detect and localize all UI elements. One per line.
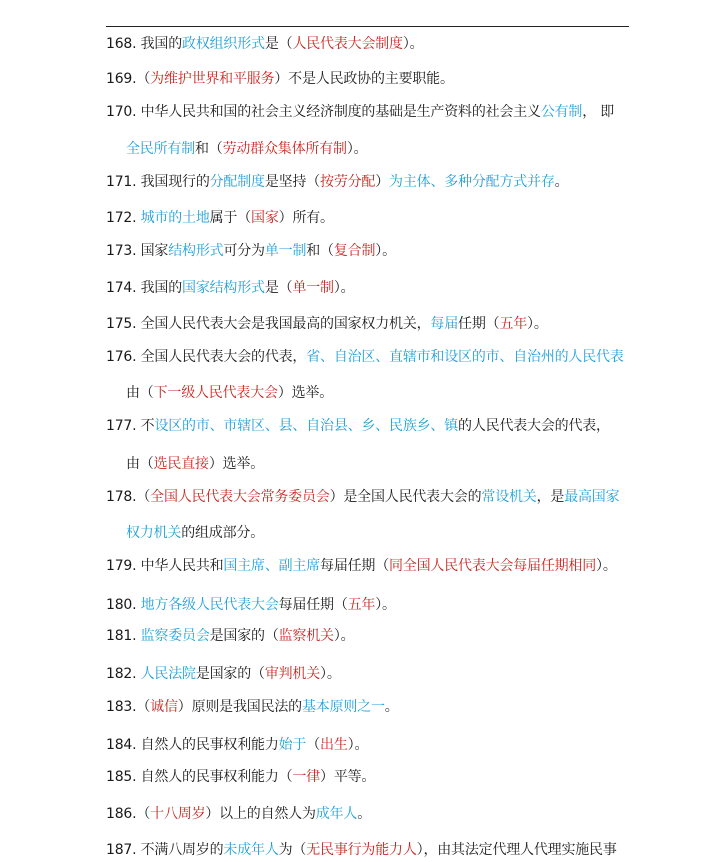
text-span: 181. xyxy=(106,628,141,644)
text-span: ）原则是我国民法的 xyxy=(177,699,302,715)
keyword-highlight: 全民所有制 xyxy=(126,141,195,157)
text-span: ，是 xyxy=(536,489,565,505)
text-span: ），由其法定代理人代理实施民事 xyxy=(416,842,617,858)
item-187 xyxy=(106,841,617,859)
text-span: 178.（ xyxy=(106,489,151,505)
text-span: ）。 xyxy=(596,558,617,574)
keyword-highlight: 单一制 xyxy=(264,243,307,259)
item-180 xyxy=(106,596,396,614)
item-186 xyxy=(106,805,371,823)
item-181 xyxy=(106,627,354,645)
answer-highlight: 单一制 xyxy=(292,280,334,296)
text-span: 是国家的（ xyxy=(195,666,265,682)
text-span: 187. 不满八周岁的 xyxy=(106,842,224,858)
keyword-highlight: 国主席、副主席 xyxy=(223,558,321,574)
text-span: 由（ xyxy=(126,385,154,401)
text-span: 。 xyxy=(384,699,399,715)
text-span: 可分为 xyxy=(223,243,265,259)
text-span: 168. 我国的 xyxy=(106,36,183,52)
item-170-line1 xyxy=(106,103,614,121)
text-span: 任期（ xyxy=(458,316,500,332)
answer-highlight: 出生 xyxy=(320,737,348,753)
answer-highlight: 为维护世界和平服务 xyxy=(150,71,275,87)
text-span: ）。 xyxy=(320,666,341,682)
text-span: ）。 xyxy=(347,737,369,753)
text-span: 的组成部分。 xyxy=(181,525,265,541)
answer-highlight: 全国人民代表大会常务委员会 xyxy=(150,489,330,505)
text-span: 171. 我国现行的 xyxy=(106,174,210,190)
text-span: （ xyxy=(306,737,321,753)
keyword-highlight: 为主体、多种分配方式并存 xyxy=(389,174,555,190)
text-span: 177. 不 xyxy=(106,418,155,434)
text-span: 由（ xyxy=(126,456,154,472)
answer-highlight: 下一级人民代表大会 xyxy=(153,385,278,401)
item-174 xyxy=(106,279,354,297)
item-171 xyxy=(106,173,568,191)
keyword-highlight: 设区的市、市辖区、县、自治县、乡、民族乡、镇 xyxy=(154,418,459,434)
keyword-highlight: 每届 xyxy=(430,316,459,332)
text-span: 169.（ xyxy=(106,71,151,87)
keyword-highlight: 最高国家 xyxy=(564,489,620,505)
text-span: 是（ xyxy=(264,36,293,52)
item-177-line2 xyxy=(126,455,264,473)
text-span: 和（ xyxy=(306,243,334,259)
text-span: ）。 xyxy=(346,141,368,157)
answer-highlight: 劳动群众集体所有制 xyxy=(222,141,347,157)
keyword-highlight: 公有制 xyxy=(540,104,583,120)
item-184 xyxy=(106,736,368,754)
text-span: 。 xyxy=(554,174,569,190)
item-172 xyxy=(106,209,334,227)
item-170-line2 xyxy=(126,140,367,158)
answer-highlight: 选民直接 xyxy=(153,456,209,472)
item-178-line1 xyxy=(106,488,619,506)
keyword-highlight: 人民法院 xyxy=(140,666,196,682)
text-span: ）平等。 xyxy=(320,769,376,785)
item-182 xyxy=(106,665,341,683)
answer-highlight: 五年 xyxy=(499,316,528,332)
item-183 xyxy=(106,698,399,716)
keyword-highlight: 常设机关 xyxy=(481,489,537,505)
item-173 xyxy=(106,242,396,260)
text-span: 175. 全国人民代表大会是我国最高的国家权力机关， xyxy=(106,316,431,332)
text-span: 182. xyxy=(106,666,141,682)
text-span: 184. 自然人的民事权利能力 xyxy=(106,737,279,753)
keyword-highlight: 结构形式 xyxy=(168,243,224,259)
text-span: 185. 自然人的民事权利能力（ xyxy=(106,769,293,785)
keyword-highlight: 省、自治区、直辖市和设区的市、自治州的人民代表 xyxy=(306,349,624,365)
text-span: 183.（ xyxy=(106,699,151,715)
answer-highlight: 国家 xyxy=(251,210,279,226)
text-span: ）。 xyxy=(375,243,396,259)
text-span: 属于（ xyxy=(209,210,252,226)
keyword-highlight: 基本原则之一 xyxy=(301,699,385,715)
text-span: ）所有。 xyxy=(278,210,334,226)
text-span: ）以上的自然人为 xyxy=(205,806,316,822)
text-span: 176. 全国人民代表大会的代表， xyxy=(106,349,307,365)
answer-highlight: 一律 xyxy=(292,769,321,785)
keyword-highlight: 未成年人 xyxy=(223,842,279,858)
keyword-highlight: 监察委员会 xyxy=(140,628,210,644)
text-span: 180. xyxy=(106,597,141,613)
text-span: ）是全国人民代表大会的 xyxy=(329,489,482,505)
answer-highlight: 按劳分配 xyxy=(320,174,376,190)
header-rule xyxy=(106,26,629,27)
text-span: 是坚持（ xyxy=(264,174,321,190)
item-177-line1 xyxy=(106,417,610,435)
text-span: 172. xyxy=(106,210,141,226)
text-span: ）不是人民政协的主要职能。 xyxy=(274,71,454,87)
keyword-highlight: 地方各级人民代表大会 xyxy=(140,597,279,613)
item-175 xyxy=(106,315,548,333)
item-169 xyxy=(106,70,454,88)
text-span: ， 即 xyxy=(582,104,615,120)
item-185 xyxy=(106,768,375,786)
answer-highlight: 无民事行为能力人 xyxy=(306,842,417,858)
keyword-highlight: 权力机关 xyxy=(126,525,182,541)
text-span: 179. 中华人民共和 xyxy=(106,558,224,574)
answer-highlight: 监察机关 xyxy=(278,628,334,644)
text-span: 每届任期（ xyxy=(278,597,348,613)
answer-highlight: 审判机关 xyxy=(264,666,321,682)
text-span: ）。 xyxy=(527,316,548,332)
text-span: 173. 国家 xyxy=(106,243,169,259)
answer-highlight: 诚信 xyxy=(150,699,178,715)
answer-highlight: 五年 xyxy=(347,597,376,613)
answer-highlight: 复合制 xyxy=(333,243,376,259)
keyword-highlight: 国家结构形式 xyxy=(182,280,265,296)
text-span: 为（ xyxy=(278,842,307,858)
text-span: ）。 xyxy=(333,280,355,296)
text-span: 是国家的（ xyxy=(209,628,279,644)
text-span: ） xyxy=(375,174,390,190)
item-176-line2 xyxy=(126,384,333,402)
text-span: 186.（ xyxy=(106,806,151,822)
text-span: 。 xyxy=(357,806,371,822)
text-span: 170. 中华人民共和国的社会主义经济制度的基础是生产资料的社会主义 xyxy=(106,104,541,120)
text-span: ）。 xyxy=(333,628,355,644)
text-span: ）。 xyxy=(402,36,424,52)
text-span: ）。 xyxy=(375,597,396,613)
item-168 xyxy=(106,35,423,53)
keyword-highlight: 分配制度 xyxy=(209,174,265,190)
text-span: 的人民代表大会的代表， xyxy=(458,418,610,434)
text-span: 174. 我国的 xyxy=(106,280,183,296)
answer-highlight: 人民代表大会制度 xyxy=(292,36,403,52)
item-178-line2 xyxy=(126,524,264,542)
keyword-highlight: 始于 xyxy=(278,737,307,753)
text-span: 每届任期（ xyxy=(320,558,390,574)
item-179 xyxy=(106,557,617,575)
text-span: ）选举。 xyxy=(277,385,334,401)
keyword-highlight: 成年人 xyxy=(315,806,358,822)
text-span: 是（ xyxy=(264,280,293,296)
answer-highlight: 同全国人民代表大会每届任期相同 xyxy=(389,558,597,574)
answer-highlight: 十八周岁 xyxy=(150,806,206,822)
item-176-line1 xyxy=(106,348,624,366)
text-span: 和（ xyxy=(195,141,223,157)
text-span: ）选举。 xyxy=(208,456,265,472)
keyword-highlight: 城市的土地 xyxy=(140,210,210,226)
keyword-highlight: 政权组织形式 xyxy=(182,36,265,52)
